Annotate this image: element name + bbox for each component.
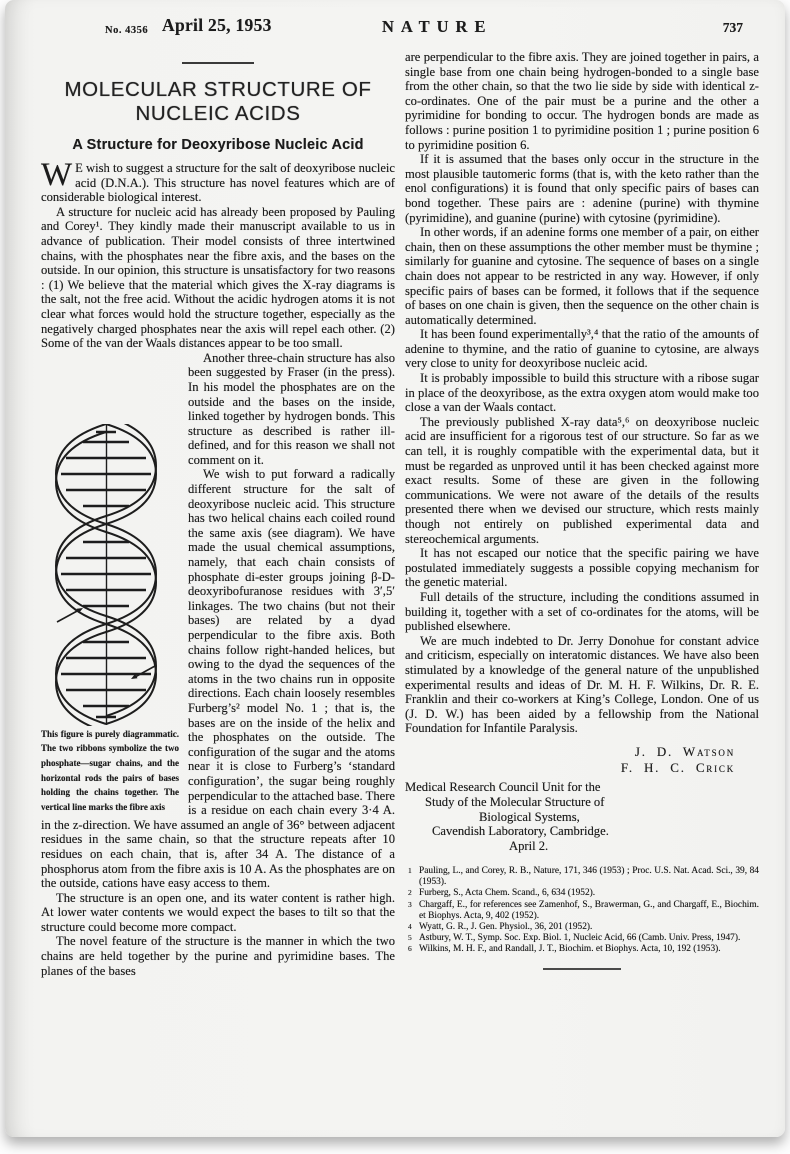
page-header (41, 14, 759, 46)
reference-item (405, 900, 759, 922)
affiliation-date-line: April 2. (509, 839, 549, 854)
affiliation-block (405, 780, 759, 854)
figure-block (41, 424, 179, 814)
journal-name: NATURE (382, 17, 493, 36)
issue-date: April 25, 1953 (162, 15, 272, 35)
article-title-line2: NUCLEIC ACIDS (135, 102, 301, 125)
paragraph-base-pairing: are perpendicular to the fibre axis. They are joined together in pairs, a single base from one chain being hydrogen-bonded to a single base from the other chain, so that the two lie side by side with identical z-co-ordinates. One of the pair must be a purine and the other a pyrimidine for bonding to occur. The hydrogen bonds are made as follows : purine position 1 to pyrimidine position 1 ; purine position 6 to pyrimidine position 6. (405, 50, 759, 152)
page-number: 737 (722, 20, 743, 35)
paragraph-open-structure: The structure is an open one, and its water content is rather high. At lower water contents we would expect the bases to tilt so that the structure could become more compact. (41, 890, 395, 934)
dna-helix-figure (43, 424, 171, 726)
paragraph-acknowledgements: We are much indebted to Dr. Jerry Donohue for constant advice and criticism, especially on interatomic distances. We have also been stimulated by a knowledge of the general nature of the unpublished experimental results and ideas of Dr. M. H. F. Wilkins, Dr. R. E. Franklin and their co-workers at King’s College, London. One of us (J. D. W.) has been aided by a fellowship from the National Foundation for Infantile Paralysis. (405, 633, 759, 736)
reference-text: Furberg, S., Acta Chem. Scand., 6, 634 (1952). (419, 888, 596, 899)
reference-item (405, 866, 759, 888)
reference-marker: 6 (408, 944, 412, 954)
article-subtitle: A Structure for Deoxyribose Nucleic Acid (72, 137, 364, 153)
paragraph-copying-mechanism: It has not escaped our notice that the specific pairing we have postulated immediately suggests a possible copying mechanism for the genetic material. (405, 546, 759, 590)
article-title (47, 78, 389, 126)
article-end-rule (543, 968, 621, 970)
reference-text: Chargaff, E., for references see Zamenhof, S., Brawerman, G., and Chargaff, E., Biochim. et Biophys. Acta, 9, 402 (1952). (419, 899, 759, 921)
reference-marker: 2 (408, 888, 412, 898)
affiliation-line: Cavendish Laboratory, Cambridge. (432, 824, 609, 839)
affiliation-line: Medical Research Council Unit for the (405, 779, 601, 794)
paragraph-full-details: Full details of the structure, including the conditions assumed in building it, together with a set of co-ordinates for the atoms, will be published elsewhere. (405, 589, 759, 634)
references-list (405, 866, 759, 956)
paragraph-sequence: In other words, if an adenine forms one member of a pair, on either chain, then on these assumptions the other member must be thymine ; similarly for guanine and cytosine. The sequence of bases on a single chain does not appear to be restricted in any way. However, if only specific pairs of bases can be formed, it follows that if the sequence of bases on one chain is given, then the sequence on the other chain is automatically determined. (405, 225, 759, 327)
affiliation-line: Biological Systems, (479, 809, 580, 824)
paragraph-xray-data: The previously published X-ray data⁵,⁶ on deoxyribose nucleic acid are insufficient for a rigorous test of our structure. So far as we can tell, it is roughly compatible with the experimental data, but it must be regarded as unproved until it has been checked against more exact results. Some of these are given in the following communications. We were not aware of the details of the results presented there when we devised our structure, which rests mainly though not entirely on published experimental data and stereochemical arguments. (405, 414, 759, 546)
reference-marker: 1 (408, 865, 412, 875)
paragraph-fraser-text: Another three-chain structure has also been suggested by Fraser (in the press). In his model the phosphates are on the outside and the bases on the inside, linked together by hydrogen bonds. This structure as described is rather ill-defined, and for this reason we shall not comment on it. (188, 350, 395, 467)
reference-item (405, 922, 759, 933)
left-column (41, 50, 395, 978)
journal-page (5, 0, 785, 1137)
paragraph-intro-text: E wish to suggest a structure for the salt of deoxyribose nucleic acid (D.N.A.). This structure has novel features which are of considerable biological interest. (41, 161, 395, 205)
reference-text: Wyatt, G. R., J. Gen. Physiol., 36, 201 (1952). (419, 921, 593, 932)
figure-caption: This figure is purely diagrammatic. The two ribbons symbolize the two phosphate—sugar chains, and the horizontal rods the pairs of bases holding the chains together. The vertical line marks the fibre axis (41, 728, 179, 812)
dropcap-letter: W (41, 157, 73, 193)
signature-watson: J. D. Watson (634, 743, 735, 759)
paragraph-pauling-corey: A structure for nucleic acid has already been proposed by Pauling and Corey¹. They kindly made their manuscript available to us in advance of publication. Their model consists of three intertwined chains, with the phosphates near the fibre axis, and the bases on the outside. In our opinion, this structure is unsatisfactory for two reasons : (1) We believe that the material which gives the X-ray diagrams is the salt, not the free acid. Without the acidic hydrogen atoms it is not clear what forces would hold the structure together, especially as the negatively charged phosphates near the axis will repel each other. (2) Some of the van der Waals distances appear to be too small. (41, 204, 395, 351)
affiliation-line: Study of the Molecular Structure of (425, 794, 605, 809)
article-title-line1: MOLECULAR STRUCTURE OF (64, 78, 372, 101)
author-signatures (405, 744, 735, 777)
issue-number: No. 4356 (105, 25, 149, 36)
right-column (405, 50, 759, 978)
reference-marker: 4 (408, 921, 412, 931)
reference-text: Pauling, L., and Corey, R. B., Nature, 171, 346 (1953) ; Proc. U.S. Nat. Acad. Sci., 39, 84 (1953). (419, 865, 759, 888)
paragraph-tautomeric-forms: If it is assumed that the bases only occur in the structure in the most plausible tautomeric forms (that is, with the keto rather than the enol configurations) it is found that only specific pairs of bases can bond together. These pairs are : adenine (purine) with thymine (pyrimidine), and guanine (purine) with cytosine (pyrimidine). (405, 152, 759, 225)
reference-item (405, 933, 759, 944)
reference-marker: 3 (408, 899, 412, 909)
paragraph-intro (41, 157, 395, 205)
reference-item (405, 888, 759, 899)
reference-item (405, 944, 759, 955)
reference-text: Wilkins, M. H. F., and Randall, J. T., Biochim. et Biophys. Acta, 10, 192 (1953). (419, 944, 721, 955)
two-column-layout (41, 50, 759, 978)
paragraph-structure-description: We wish to put forward a radically different structure for the salt of deoxyribose nucleic acid. This structure has two helical chains each coiled round the same axis (see diagram). We have made the usual chemical assumptions, namely, that each chain consists of phosphate di-ester groups joining β-D-deoxyribofuranose residues with 3′,5′ linkages. The two chains (but not their bases) are related by a dyad perpendicular to the fibre axis. Both chains follow right-handed helices, but owing to the dyad the sequences of the atoms in the two chains run in opposite directions. Each chain loosely resembles Furberg’s² model No. 1 ; that is, the bases are on the inside of the helix and the phosphates on the outside. The configuration of the sugar and the atoms near it is close to Furberg’s ‘standard configuration’, the sugar being roughly perpendicular to the attached base. There is a residue on each chain every 3·4 A. in the z-direction. We have assumed an angle of 36° between adjacent residues in the same chain, so that the structure repeats after 10 residues on each chain, that is, after 34 A. The distance of a phosphorus atom from the fibre axis is 10 A. As the phosphates are on the outside, cations have easy access to them. (41, 467, 395, 891)
signature-crick: F. H. C. Crick (620, 760, 735, 776)
paragraph-ratios: It has been found experimentally³,⁴ that the ratio of the amounts of adenine to thymine, and the ratio of guanine to cytosine, are always very close to unity for deoxyribose nucleic acid. (405, 327, 759, 371)
reference-text: Astbury, W. T., Symp. Soc. Exp. Biol. 1, Nucleic Acid, 66 (Camb. Univ. Press, 1947). (419, 933, 741, 944)
paragraph-ribose: It is probably impossible to build this structure with a ribose sugar in place of the deoxyribose, as the extra oxygen atom would make too close a van der Waals contact. (405, 371, 759, 415)
paragraph-novel-feature: The novel feature of the structure is the manner in which the two chains are held together by the purine and pyrimidine bases. The planes of the bases (41, 934, 395, 978)
reference-marker: 5 (408, 933, 412, 943)
header-divider-rule (182, 62, 254, 64)
